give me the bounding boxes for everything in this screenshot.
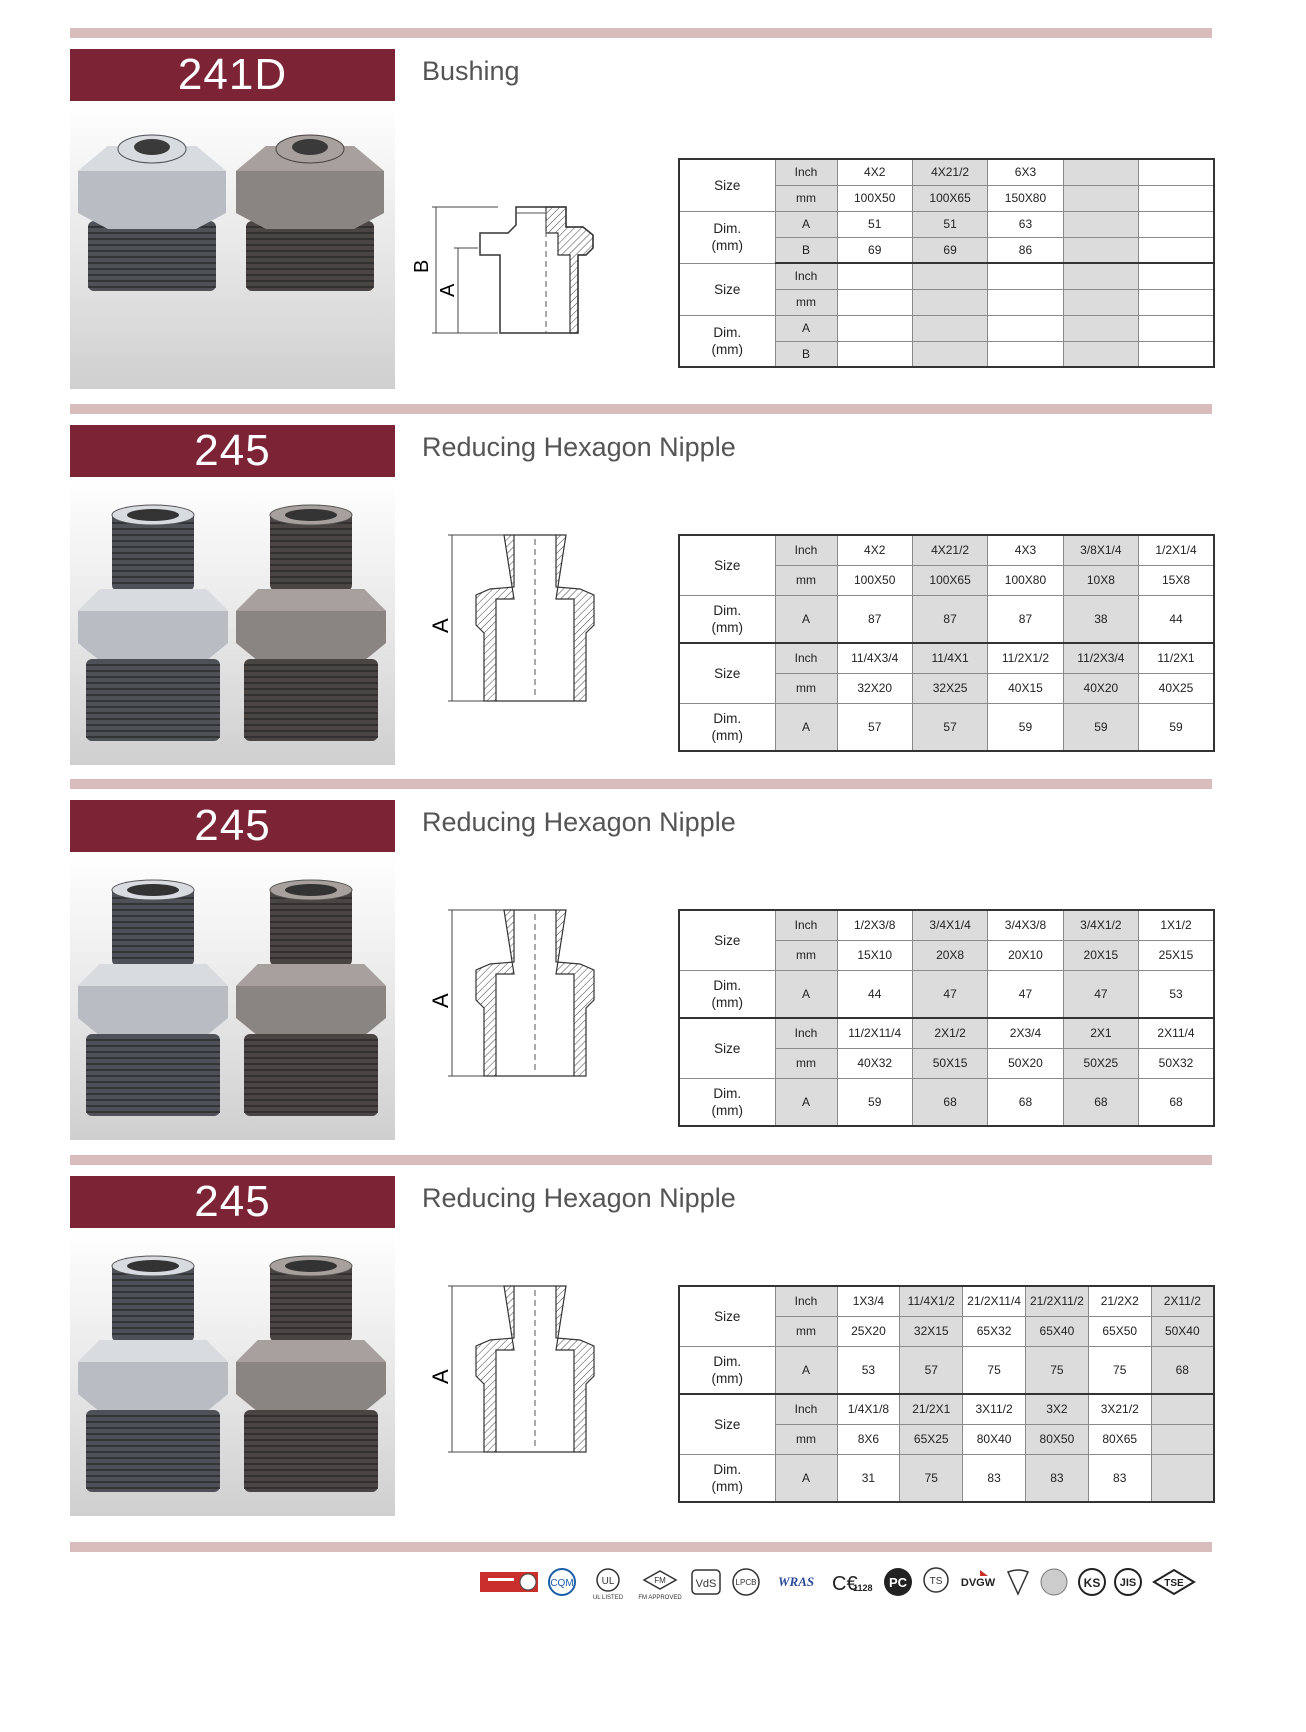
inch-cell: 3/4X1/4 (912, 910, 987, 940)
inch-cell: 21/2X2 (1088, 1286, 1151, 1316)
dim-cell: 51 (837, 211, 912, 237)
mm-cell: 40X32 (837, 1048, 912, 1078)
mm-cell: 65X50 (1088, 1316, 1151, 1346)
inch-cell (1151, 1394, 1214, 1424)
dim-cell (1139, 315, 1214, 341)
product-section (0, 1155, 1306, 1533)
inch-cell: 2X11/4 (1139, 1018, 1214, 1048)
mm-cell (988, 289, 1063, 315)
dim-cell (1063, 315, 1138, 341)
mm-cell: 40X20 (1063, 673, 1138, 703)
bushing-photo (70, 101, 395, 389)
mm-cell: 25X20 (837, 1316, 900, 1346)
bushing-drawing (411, 193, 638, 353)
inch-cell: 1X3/4 (837, 1286, 900, 1316)
mm-cell: 100X50 (837, 185, 912, 211)
inch-label: Inch (775, 1394, 837, 1424)
dim-label-line: (mm) (711, 1370, 743, 1386)
product-title: Reducing Hexagon Nipple (422, 432, 736, 462)
hex-nipple-photo (70, 477, 395, 765)
mm-cell: 100X65 (912, 565, 987, 595)
cert-ul-text: UL LISTED (592, 1595, 624, 1601)
mm-label: mm (775, 289, 837, 315)
dim-cell: 51 (912, 211, 987, 237)
dim-cell: 83 (1025, 1454, 1088, 1502)
dim-label-line: Dim. (713, 977, 742, 993)
product-title: Reducing Hexagon Nipple (422, 1183, 736, 1213)
mm-cell: 8X6 (837, 1424, 900, 1454)
dim-cell: 57 (837, 703, 912, 751)
size-label: Size (679, 159, 775, 211)
dim-key: A (775, 211, 837, 237)
inch-cell: 2X1/2 (912, 1018, 987, 1048)
inch-label: Inch (775, 263, 837, 289)
dim-cell (837, 341, 912, 367)
mm-cell: 32X20 (837, 673, 912, 703)
mm-cell: 32X15 (900, 1316, 963, 1346)
dim-cell: 87 (912, 595, 987, 643)
mm-cell: 20X8 (912, 940, 987, 970)
mm-cell: 65X32 (963, 1316, 1026, 1346)
dim-cell: 59 (837, 1078, 912, 1126)
mm-cell: 65X40 (1025, 1316, 1088, 1346)
inch-cell: 3/4X3/8 (988, 910, 1063, 940)
dim-cell: 57 (900, 1346, 963, 1394)
mm-cell: 100X65 (912, 185, 987, 211)
dim-cell (912, 315, 987, 341)
dim-cell (1151, 1454, 1214, 1502)
dim-row (679, 970, 1214, 1018)
dim-cell: 47 (912, 970, 987, 1018)
dim-cell: 47 (1063, 970, 1138, 1018)
cert-tse-text: TSE (1164, 1578, 1184, 1589)
inch-label: Inch (775, 643, 837, 673)
mm-cell: 100X50 (837, 565, 912, 595)
dim-cell (837, 315, 912, 341)
dim-cell: 86 (988, 237, 1063, 263)
inch-cell: 2X11/2 (1151, 1286, 1214, 1316)
dim-cell: 53 (837, 1346, 900, 1394)
inch-row (679, 643, 1214, 673)
cert-ks-text: KS (1083, 1576, 1101, 1590)
mm-cell: 50X20 (988, 1048, 1063, 1078)
dim-cell: 57 (912, 703, 987, 751)
svg-text:PC: PC (888, 1575, 908, 1590)
dim-label (679, 211, 775, 263)
product-photo (70, 101, 395, 389)
certification-logo-strip (480, 1566, 1220, 1600)
size-label: Size (679, 263, 775, 315)
hex-nipple-drawing (418, 529, 638, 709)
dim-label (679, 595, 775, 643)
dim-label-line: (mm) (711, 1478, 743, 1494)
inch-row (679, 1286, 1214, 1316)
inch-label: Inch (775, 1286, 837, 1316)
cert-cqm-text: CQM (550, 1578, 574, 1589)
mm-cell: 80X40 (963, 1424, 1026, 1454)
dim-cell: 63 (988, 211, 1063, 237)
mm-cell: 50X25 (1063, 1048, 1138, 1078)
mm-cell: 20X15 (1063, 940, 1138, 970)
dim-label (679, 970, 775, 1018)
dim-a-label: A (428, 993, 453, 1008)
dim-cell: 83 (963, 1454, 1026, 1502)
inch-cell: 21/2X11/2 (1025, 1286, 1088, 1316)
inch-cell: 11/4X1 (912, 643, 987, 673)
dim-label-line: (mm) (711, 727, 743, 743)
dim-cell (988, 341, 1063, 367)
mm-cell: 80X65 (1088, 1424, 1151, 1454)
mm-cell (912, 289, 987, 315)
product-code: 245 (70, 425, 395, 477)
hex-nipple-photo (70, 1228, 395, 1516)
inch-row (679, 535, 1214, 565)
dim-label-line: (mm) (711, 619, 743, 635)
inch-cell: 1/2X3/8 (837, 910, 912, 940)
inch-cell: 4X2 (837, 159, 912, 185)
hex-nipple-drawing (418, 1280, 638, 1460)
mm-cell (1139, 185, 1214, 211)
dim-key: A (775, 703, 837, 751)
mm-cell (1139, 289, 1214, 315)
inch-cell: 2X1 (1063, 1018, 1138, 1048)
cert-jis-text: JIS (1119, 1577, 1137, 1589)
mm-cell: 50X15 (912, 1048, 987, 1078)
dim-cell (988, 315, 1063, 341)
inch-cell: 3X21/2 (1088, 1394, 1151, 1424)
inch-cell (988, 263, 1063, 289)
dim-cell: 59 (1063, 703, 1138, 751)
mm-cell: 40X15 (988, 673, 1063, 703)
certification-logos (480, 1566, 1220, 1600)
size-label: Size (679, 1018, 775, 1078)
dim-a-label: A (428, 1369, 453, 1384)
dim-cell (912, 341, 987, 367)
dim-label-line: Dim. (713, 1353, 742, 1369)
mm-cell: 25X15 (1139, 940, 1214, 970)
cert-vds-text: VdS (695, 1578, 717, 1590)
svg-text:1128: 1128 (853, 1583, 873, 1593)
dim-cell: 69 (912, 237, 987, 263)
size-label: Size (679, 535, 775, 595)
dim-cell: 68 (1139, 1078, 1214, 1126)
spec-table (678, 158, 1215, 368)
dim-key: A (775, 970, 837, 1018)
inch-cell: 11/4X3/4 (837, 643, 912, 673)
mm-label: mm (775, 1424, 837, 1454)
dim-row (679, 211, 1214, 237)
dim-label-line: Dim. (713, 221, 742, 236)
mm-label: mm (775, 185, 837, 211)
mm-cell: 80X50 (1025, 1424, 1088, 1454)
dim-key: A (775, 315, 837, 341)
inch-cell: 11/2X1 (1139, 643, 1214, 673)
inch-cell: 11/2X3/4 (1063, 643, 1138, 673)
cert-ts-text: TS (929, 1576, 943, 1587)
dim-label-line: (mm) (711, 341, 743, 357)
mm-label: mm (775, 940, 837, 970)
cert-wras-text: WRAS (778, 1574, 815, 1589)
dim-cell: 87 (837, 595, 912, 643)
technical-drawing (411, 193, 638, 358)
hex-nipple-photo (70, 852, 395, 1140)
inch-cell: 21/2X1 (900, 1394, 963, 1424)
dim-cell: 83 (1088, 1454, 1151, 1502)
mm-cell (837, 289, 912, 315)
dim-cell (1139, 237, 1214, 263)
dim-key: A (775, 1078, 837, 1126)
dim-key: A (775, 595, 837, 643)
hex-nipple-drawing (418, 904, 638, 1084)
inch-cell: 3X11/2 (963, 1394, 1026, 1424)
mm-cell: 50X40 (1151, 1316, 1214, 1346)
size-label: Size (679, 1394, 775, 1454)
inch-label: Inch (775, 535, 837, 565)
dim-cell: 68 (1063, 1078, 1138, 1126)
technical-drawing (418, 904, 638, 1089)
dim-row (679, 703, 1214, 751)
spec-table (678, 1285, 1215, 1503)
mm-label: mm (775, 1048, 837, 1078)
dim-label-line: Dim. (713, 602, 742, 618)
mm-label: mm (775, 673, 837, 703)
inch-row (679, 910, 1214, 940)
dim-label (679, 1346, 775, 1394)
inch-cell: 1/4X1/8 (837, 1394, 900, 1424)
dim-cell (1139, 211, 1214, 237)
cert-fm-text: FM APPROVED (638, 1595, 682, 1601)
size-label: Size (679, 643, 775, 703)
mm-cell: 150X80 (988, 185, 1063, 211)
mm-cell: 15X8 (1139, 565, 1214, 595)
dim-b-label: B (411, 259, 433, 273)
size-label: Size (679, 1286, 775, 1346)
dim-cell: 44 (1139, 595, 1214, 643)
inch-cell: 4X2 (837, 535, 912, 565)
inch-cell: 4X21/2 (912, 535, 987, 565)
product-section (0, 28, 1306, 406)
dim-label-line: Dim. (713, 1461, 742, 1477)
svg-text:FM: FM (654, 1576, 666, 1585)
inch-cell: 1/2X1/4 (1139, 535, 1214, 565)
dim-cell: 68 (912, 1078, 987, 1126)
mm-cell: 50X32 (1139, 1048, 1214, 1078)
dim-label (679, 703, 775, 751)
cert-lpcb-text: LPCB (735, 1578, 757, 1587)
dim-cell (1063, 237, 1138, 263)
dim-cell: 75 (963, 1346, 1026, 1394)
dim-cell (1063, 211, 1138, 237)
inch-cell (912, 263, 987, 289)
dim-key: A (775, 1454, 837, 1502)
dim-cell: 68 (988, 1078, 1063, 1126)
inch-cell (1063, 159, 1138, 185)
dim-label-line: Dim. (713, 710, 742, 726)
dim-label (679, 315, 775, 367)
dim-cell: 75 (1088, 1346, 1151, 1394)
mm-cell: 65X25 (900, 1424, 963, 1454)
inch-cell: 4X21/2 (912, 159, 987, 185)
dim-label-line: Dim. (713, 324, 742, 340)
spec-table (678, 909, 1215, 1127)
product-section (0, 404, 1306, 782)
inch-cell: 6X3 (988, 159, 1063, 185)
dim-row (679, 1078, 1214, 1126)
section-divider (70, 404, 1212, 414)
inch-label: Inch (775, 910, 837, 940)
dim-label-line: Dim. (713, 1085, 742, 1101)
dim-key: B (775, 341, 837, 367)
dim-cell: 31 (837, 1454, 900, 1502)
mm-label: mm (775, 1316, 837, 1346)
product-code: 245 (70, 1176, 395, 1228)
svg-text:UL: UL (601, 1576, 615, 1587)
dim-label (679, 1078, 775, 1126)
inch-row (679, 159, 1214, 185)
section-divider (70, 28, 1212, 38)
product-section (0, 779, 1306, 1157)
spec-table (678, 534, 1215, 752)
inch-cell: 3/8X1/4 (1063, 535, 1138, 565)
inch-row (679, 1018, 1214, 1048)
inch-row (679, 263, 1214, 289)
svg-text:C€: C€ (832, 1573, 858, 1595)
section-divider (70, 1155, 1212, 1165)
dim-row (679, 595, 1214, 643)
dim-key: B (775, 237, 837, 263)
inch-cell: 3X2 (1025, 1394, 1088, 1424)
technical-drawing (418, 529, 638, 714)
dim-cell: 47 (988, 970, 1063, 1018)
product-code: 241D (70, 49, 395, 101)
mm-cell: 10X8 (1063, 565, 1138, 595)
mm-cell (1063, 289, 1138, 315)
dim-label-line: (mm) (711, 994, 743, 1010)
dim-row (679, 1346, 1214, 1394)
inch-label: Inch (775, 1018, 837, 1048)
product-photo (70, 1228, 395, 1516)
cert-dvgw-text: DVGW (960, 1577, 996, 1589)
dim-cell: 75 (900, 1454, 963, 1502)
dim-cell: 59 (1139, 703, 1214, 751)
bottom-divider (70, 1542, 1212, 1552)
dim-row (679, 1454, 1214, 1502)
product-code: 245 (70, 800, 395, 852)
dim-cell: 44 (837, 970, 912, 1018)
inch-cell: 11/4X1/2 (900, 1286, 963, 1316)
dim-label-line: (mm) (711, 238, 743, 253)
dim-cell: 53 (1139, 970, 1214, 1018)
section-divider (70, 779, 1212, 789)
product-photo (70, 852, 395, 1140)
mm-cell: 15X10 (837, 940, 912, 970)
inch-cell: 11/2X11/4 (837, 1018, 912, 1048)
dim-cell: 68 (1151, 1346, 1214, 1394)
technical-drawing (418, 1280, 638, 1465)
inch-cell (837, 263, 912, 289)
inch-row (679, 1394, 1214, 1424)
mm-cell: 20X10 (988, 940, 1063, 970)
inch-cell (1139, 263, 1214, 289)
dim-cell: 75 (1025, 1346, 1088, 1394)
dim-row (679, 315, 1214, 341)
dim-a-label: A (437, 283, 459, 297)
dim-a-label: A (428, 618, 453, 633)
product-title: Reducing Hexagon Nipple (422, 807, 736, 837)
dim-cell: 87 (988, 595, 1063, 643)
dim-cell (1063, 341, 1138, 367)
product-title: Bushing (422, 56, 520, 86)
product-photo (70, 477, 395, 765)
dim-label (679, 1454, 775, 1502)
inch-cell: 1X1/2 (1139, 910, 1214, 940)
dim-cell: 59 (988, 703, 1063, 751)
mm-cell: 100X80 (988, 565, 1063, 595)
inch-cell: 11/2X1/2 (988, 643, 1063, 673)
mm-cell: 32X25 (912, 673, 987, 703)
mm-cell (1063, 185, 1138, 211)
dim-label-line: (mm) (711, 1102, 743, 1118)
inch-cell: 2X3/4 (988, 1018, 1063, 1048)
inch-cell (1139, 159, 1214, 185)
mm-cell: 40X25 (1139, 673, 1214, 703)
mm-label: mm (775, 565, 837, 595)
dim-cell: 69 (837, 237, 912, 263)
dim-cell: 38 (1063, 595, 1138, 643)
inch-cell: 4X3 (988, 535, 1063, 565)
mm-cell (1151, 1424, 1214, 1454)
inch-cell: 3/4X1/2 (1063, 910, 1138, 940)
dim-cell (1139, 341, 1214, 367)
inch-label: Inch (775, 159, 837, 185)
inch-cell: 21/2X11/4 (963, 1286, 1026, 1316)
size-label: Size (679, 910, 775, 970)
inch-cell (1063, 263, 1138, 289)
dim-key: A (775, 1346, 837, 1394)
